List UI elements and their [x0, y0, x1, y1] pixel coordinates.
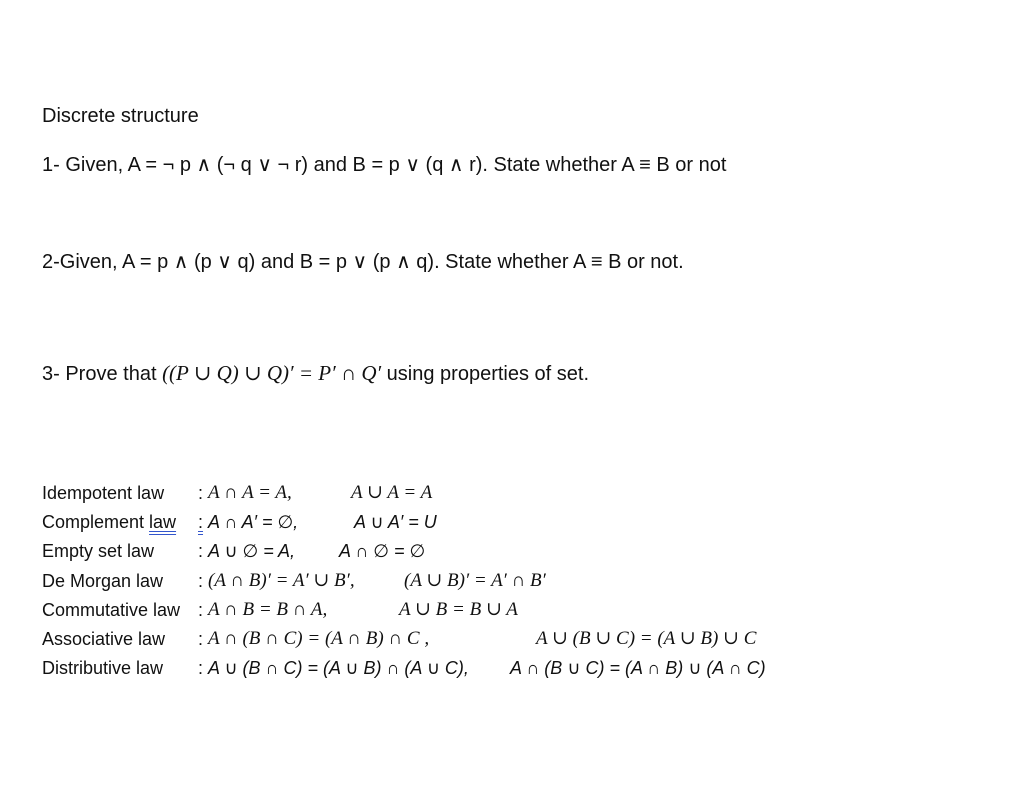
law-colon: : [198, 599, 204, 620]
question-1: 1- Given, A = ¬ p ∧ (¬ q ∨ ¬ r) and B = p ∨ (q ∧ r). State whether A ≡ B or not [42, 154, 727, 176]
law-colon: : [198, 483, 204, 503]
law-expression-1: A ∩ B = B ∩ A, [208, 598, 328, 620]
question-2: 2-Given, A = p ∧ (p ∨ q) and B = p ∨ (p ∧ q). State whether A ≡ B or not. [42, 251, 684, 273]
law-expression-1: (A ∩ B)′ = A′ ∪ B′, [208, 569, 355, 591]
law-name: Empty set law [42, 541, 155, 562]
law-colon: : [198, 628, 204, 649]
law-expression-2: A ∪ A = A [351, 482, 433, 503]
document-title: Discrete structure [42, 105, 199, 127]
law-expression-2: (A ∪ B)′ = A′ ∩ B′ [404, 569, 546, 591]
question-3-prefix: 3- Prove that [42, 363, 163, 385]
law-expression-1: A ∩ (B ∩ C) = (A ∩ B) ∩ C , [208, 627, 430, 649]
law-expression-2: A ∪ (B ∪ C) = (A ∪ B) ∪ C [536, 627, 757, 649]
law-colon: : [198, 570, 204, 591]
question-3-formula: ((P ∪ Q) ∪ Q)′ = P′ ∩ Q′ [162, 361, 382, 385]
law-colon: : [198, 512, 204, 533]
law-expression-1: A ∩ A′ = ∅, [208, 512, 299, 533]
law-name: De Morgan law [42, 570, 164, 591]
law-expression-1: A ∪ (B ∩ C) = (A ∪ B) ∩ (A ∪ C), [208, 658, 469, 679]
law-expression-1: A ∪ ∅ = A, [208, 541, 296, 562]
law-expression-2: A ∩ (B ∪ C) = (A ∩ B) ∪ (A ∩ C) [510, 658, 766, 679]
law-name-suffix: law [149, 512, 177, 533]
law-name: Commutative law [42, 599, 181, 620]
law-name: Distributive law [42, 658, 164, 679]
question-3-suffix: using properties of set. [381, 363, 590, 385]
law-name: Associative law [42, 628, 166, 649]
law-expression-2: A ∪ B = B ∪ A [399, 598, 518, 620]
law-colon: : [198, 658, 204, 679]
law-colon: : [198, 541, 204, 562]
law-expression-2: A ∪ A′ = U [354, 512, 437, 533]
law-expression-2: A ∩ ∅ = ∅ [339, 541, 426, 562]
question-3 [42, 361, 589, 386]
law-name: Idempotent law [42, 483, 165, 503]
law-name: Complement law [42, 512, 177, 533]
law-expression-1: A ∩ A = A, [208, 482, 292, 503]
